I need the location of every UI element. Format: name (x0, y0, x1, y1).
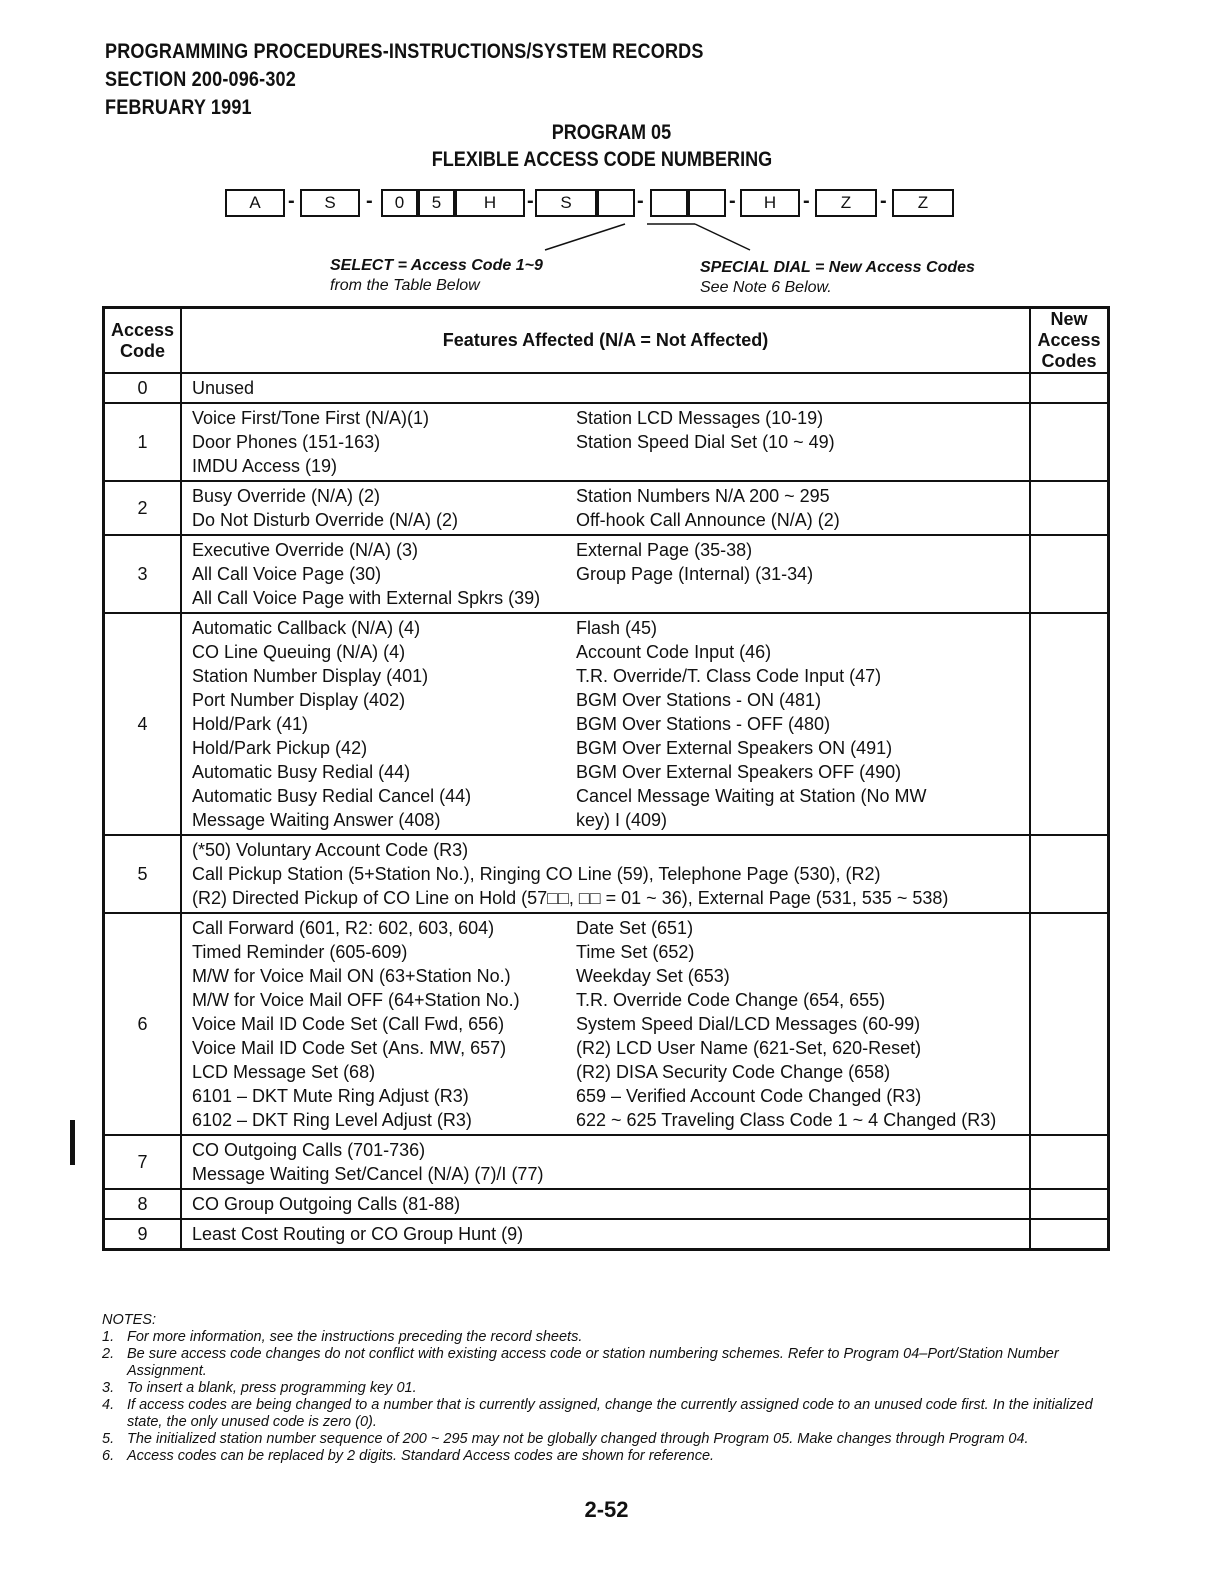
key-box (597, 189, 635, 217)
access-code-cell: 9 (104, 1219, 182, 1250)
feature-line: Time Set (652) (576, 942, 695, 962)
access-code-cell: 1 (104, 403, 182, 481)
note-number: 3. (102, 1380, 115, 1396)
note-text: The initialized station number sequence of 200 ~ 295 may not be globally changed through Program 05. Make changes through Program 04. (127, 1431, 1029, 1447)
feature-line: Message Waiting Set/Cancel (N/A) (7)/I (77) (192, 1164, 544, 1184)
header-line-1: PROGRAMMING PROCEDURES-INSTRUCTIONS/SYSTEM RECORDS (105, 40, 704, 63)
feature-line: Station Speed Dial Set (10 ~ 49) (576, 432, 835, 452)
feature-line: Call Forward (601, R2: 602, 603, 604) (192, 918, 495, 938)
features-cell (181, 913, 1030, 1135)
notes-title: NOTES: (102, 1312, 156, 1328)
special-label: SPECIAL DIAL = New Access Codes (700, 259, 975, 276)
feature-line: Message Waiting Answer (408) (192, 810, 441, 830)
feature-line: Date Set (651) (576, 918, 694, 938)
select-label: SELECT = Access Code 1~9 (330, 257, 543, 274)
key-box: H (740, 189, 800, 217)
key-box: 5 (418, 189, 455, 217)
features-cell (181, 1189, 1030, 1219)
header-access-code: Access Code (104, 308, 182, 374)
new-code-cell[interactable] (1030, 913, 1109, 1135)
feature-line: T.R. Override/T. Class Code Input (47) (576, 666, 882, 686)
new-code-cell[interactable] (1030, 835, 1109, 913)
header-features: Features Affected (N/A = Not Affected) (181, 308, 1030, 374)
feature-line: BGM Over External Speakers OFF (490) (576, 762, 902, 782)
access-code-table (102, 306, 1110, 1251)
access-code-cell: 5 (104, 835, 182, 913)
feature-line: (*50) Voluntary Account Code (R3) (192, 840, 469, 860)
feature-line: LCD Message Set (68) (192, 1062, 376, 1082)
note-text: Be sure access code changes do not conflict with existing access code or station numbering schemes. Refer to Program 04–Port/Station Number Assignment. (127, 1346, 1059, 1379)
key-separator: - (637, 190, 644, 212)
feature-line: Flash (45) (576, 618, 658, 638)
header-new-codes: New Access Codes (1030, 308, 1109, 374)
note-item (102, 1380, 1132, 1397)
feature-line: 622 ~ 625 Traveling Class Code 1 ~ 4 Changed (R3) (576, 1110, 997, 1130)
header-line-3: FEBRUARY 1991 (105, 96, 252, 119)
table-row (104, 835, 1109, 913)
feature-line: 6102 – DKT Ring Level Adjust (R3) (192, 1110, 472, 1130)
new-code-cell[interactable] (1030, 613, 1109, 835)
features-cell (181, 613, 1030, 835)
feature-line: Station Number Display (401) (192, 666, 429, 686)
key-box: H (455, 189, 525, 217)
header-line-2: SECTION 200-096-302 (105, 68, 296, 91)
feature-line: Door Phones (151-163) (192, 432, 381, 452)
table-row (104, 373, 1109, 403)
new-code-cell[interactable] (1030, 403, 1109, 481)
select-arrow (540, 222, 630, 254)
note-item (102, 1431, 1132, 1448)
feature-line: Voice Mail ID Code Set (Call Fwd, 656) (192, 1014, 505, 1034)
feature-line: BGM Over Stations - ON (481) (576, 690, 822, 710)
feature-line: Weekday Set (653) (576, 966, 730, 986)
feature-line: Voice Mail ID Code Set (Ans. MW, 657) (192, 1038, 507, 1058)
note-number: 5. (102, 1431, 115, 1447)
feature-line: key) I (409) (576, 810, 668, 830)
access-code-cell: 2 (104, 481, 182, 535)
program-title: PROGRAM 05 (551, 121, 672, 144)
feature-line: IMDU Access (19) (192, 456, 338, 476)
feature-line: Automatic Busy Redial (44) (192, 762, 411, 782)
feature-line: Call Pickup Station (5+Station No.), Ringing CO Line (59), Telephone Page (530), (R2) (192, 864, 881, 884)
key-separator: - (729, 190, 736, 212)
table-row (104, 913, 1109, 1135)
feature-line: Account Code Input (46) (576, 642, 772, 662)
feature-line: External Page (35-38) (576, 540, 753, 560)
access-code-cell: 0 (104, 373, 182, 403)
revision-bar (70, 1120, 75, 1165)
table-row (104, 613, 1109, 835)
feature-line: M/W for Voice Mail OFF (64+Station No.) (192, 990, 520, 1010)
feature-line: (R2) DISA Security Code Change (658) (576, 1062, 891, 1082)
key-separator: - (880, 190, 887, 212)
feature-line: (R2) LCD User Name (621-Set, 620-Reset) (576, 1038, 922, 1058)
key-separator: - (366, 190, 373, 212)
note-item (102, 1346, 1132, 1380)
page-number: 2-52 (584, 1497, 629, 1522)
feature-line: 6101 – DKT Mute Ring Adjust (R3) (192, 1086, 469, 1106)
features-cell (181, 403, 1030, 481)
key-box: A (225, 189, 285, 217)
feature-line: Group Page (Internal) (31-34) (576, 564, 814, 584)
feature-line: Timed Reminder (605-609) (192, 942, 408, 962)
key-separator: - (288, 190, 295, 212)
note-number: 6. (102, 1448, 115, 1464)
feature-line: BGM Over Stations - OFF (480) (576, 714, 831, 734)
feature-line: Station Numbers N/A 200 ~ 295 (576, 486, 830, 506)
note-text: For more information, see the instructions preceding the record sheets. (127, 1329, 583, 1345)
feature-line: Unused (192, 378, 255, 398)
program-subtitle: FLEXIBLE ACCESS CODE NUMBERING (431, 148, 772, 171)
table-row (104, 403, 1109, 481)
feature-line: M/W for Voice Mail ON (63+Station No.) (192, 966, 511, 986)
features-cell (181, 373, 1030, 403)
feature-line: All Call Voice Page (30) (192, 564, 382, 584)
note-text: If access codes are being changed to a number that is currently assigned, change the currently assigned code to an unused code first. In the initialized state, the only unused code is zero (0). (127, 1397, 1093, 1430)
feature-line: Port Number Display (402) (192, 690, 406, 710)
table-row (104, 535, 1109, 613)
note-item (102, 1448, 1132, 1465)
access-code-cell: 3 (104, 535, 182, 613)
features-cell (181, 481, 1030, 535)
feature-line: Off-hook Call Announce (N/A) (2) (576, 510, 840, 530)
new-code-cell[interactable] (1030, 1135, 1109, 1189)
new-code-cell[interactable] (1030, 481, 1109, 535)
feature-line: Busy Override (N/A) (2) (192, 486, 381, 506)
features-cell (181, 1219, 1030, 1250)
access-code-cell: 4 (104, 613, 182, 835)
feature-line: Automatic Busy Redial Cancel (44) (192, 786, 472, 806)
access-code-cell: 6 (104, 913, 182, 1135)
special-arrow (645, 222, 755, 254)
note-text: To insert a blank, press programming key 01. (127, 1380, 417, 1396)
table-row (104, 1189, 1109, 1219)
table-header-row (104, 308, 1109, 374)
feature-line: CO Outgoing Calls (701-736) (192, 1140, 426, 1160)
select-sub: from the Table Below (330, 277, 480, 294)
new-code-cell[interactable] (1030, 1219, 1109, 1250)
key-box: Z (892, 189, 954, 217)
feature-line: Executive Override (N/A) (3) (192, 540, 419, 560)
note-number: 4. (102, 1397, 115, 1413)
features-cell (181, 1135, 1030, 1189)
note-item (102, 1397, 1132, 1431)
key-box: 0 (381, 189, 418, 217)
feature-line: Cancel Message Waiting at Station (No MW (576, 786, 927, 806)
note-number: 1. (102, 1329, 115, 1345)
access-code-cell: 8 (104, 1189, 182, 1219)
key-box: S (535, 189, 597, 217)
key-separator: - (803, 190, 810, 212)
note-text: Access codes can be replaced by 2 digits. Standard Access codes are shown for reference. (127, 1448, 715, 1464)
feature-line: Station LCD Messages (10-19) (576, 408, 824, 428)
key-box: Z (815, 189, 877, 217)
special-sub: See Note 6 Below. (700, 279, 832, 296)
key-separator: - (527, 190, 534, 212)
table-row (104, 1135, 1109, 1189)
key-box (650, 189, 688, 217)
key-box (688, 189, 726, 217)
feature-line: Automatic Callback (N/A) (4) (192, 618, 421, 638)
table-row (104, 1219, 1109, 1250)
table-row (104, 481, 1109, 535)
feature-line: (R2) Directed Pickup of CO Line on Hold (57□□, □□ = 01 ~ 36), External Page (531, 535 ~ 538) (192, 888, 949, 908)
features-cell (181, 835, 1030, 913)
new-code-cell[interactable] (1030, 1189, 1109, 1219)
feature-line: Least Cost Routing or CO Group Hunt (9) (192, 1224, 524, 1244)
access-code-cell: 7 (104, 1135, 182, 1189)
note-number: 2. (102, 1346, 115, 1362)
new-code-cell[interactable] (1030, 373, 1109, 403)
feature-line: 659 – Verified Account Code Changed (R3) (576, 1086, 922, 1106)
notes (102, 1312, 1132, 1465)
feature-line: T.R. Override Code Change (654, 655) (576, 990, 886, 1010)
feature-line: System Speed Dial/LCD Messages (60-99) (576, 1014, 921, 1034)
feature-line: Do Not Disturb Override (N/A) (2) (192, 510, 459, 530)
feature-line: Hold/Park (41) (192, 714, 309, 734)
key-box: S (300, 189, 360, 217)
feature-line: Hold/Park Pickup (42) (192, 738, 368, 758)
feature-line: CO Group Outgoing Calls (81-88) (192, 1194, 461, 1214)
note-item (102, 1329, 1132, 1346)
feature-line: All Call Voice Page with External Spkrs (39) (192, 588, 541, 608)
new-code-cell[interactable] (1030, 535, 1109, 613)
feature-line: Voice First/Tone First (N/A)(1) (192, 408, 430, 428)
feature-line: CO Line Queuing (N/A) (4) (192, 642, 406, 662)
feature-line: BGM Over External Speakers ON (491) (576, 738, 893, 758)
features-cell (181, 535, 1030, 613)
